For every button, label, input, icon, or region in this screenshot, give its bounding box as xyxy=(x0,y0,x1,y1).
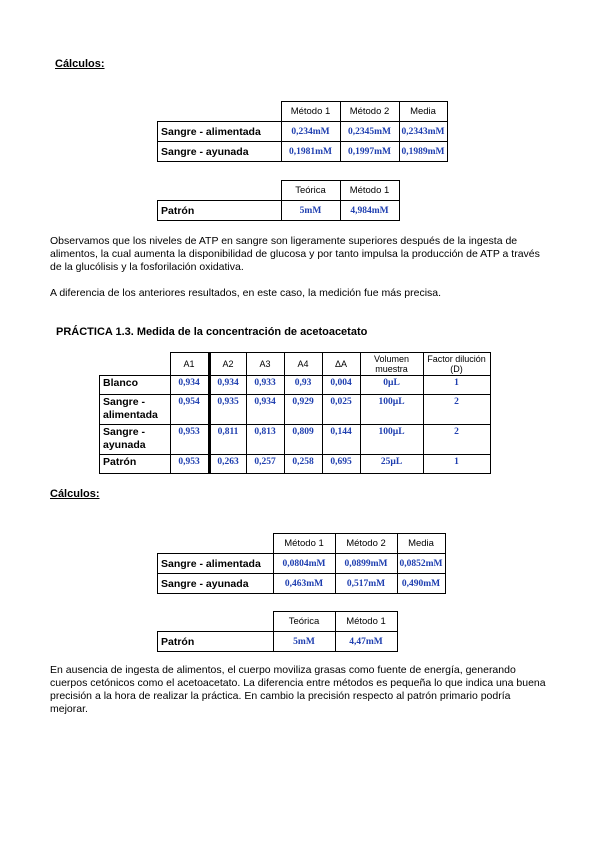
table-row xyxy=(158,122,448,142)
cell-value: 0,0804mM xyxy=(273,554,335,574)
col-header: Factor dilución (D) xyxy=(423,353,490,376)
table-row xyxy=(158,632,398,652)
paragraph-precision: A diferencia de los anteriores resultados, en este caso, la medición fue más precisa. xyxy=(50,287,442,299)
cell-value: 0,463mM xyxy=(273,574,335,594)
cell-value: 0,258 xyxy=(284,455,322,474)
col-header: Teórica xyxy=(281,181,340,201)
cell-value: 1 xyxy=(423,455,490,474)
cell-value: 0,953 xyxy=(170,425,209,455)
col-header: Teórica xyxy=(273,612,335,632)
table-row xyxy=(158,554,446,574)
row-label: Blanco xyxy=(100,376,171,395)
row-label: Sangre - ayunada xyxy=(100,425,171,455)
col-header: Método 1 xyxy=(273,534,335,554)
col-header: A4 xyxy=(284,353,322,376)
cell-value: 5mM xyxy=(273,632,335,652)
cell-value: 0,263 xyxy=(209,455,246,474)
practice-title: PRÁCTICA 1.3. Medida de la concentración de acetoacetato xyxy=(56,326,368,338)
col-header: A3 xyxy=(246,353,284,376)
cell-value: 0,954 xyxy=(170,395,209,425)
atp-results-table xyxy=(157,101,448,162)
acetoacetate-results-table xyxy=(157,533,446,594)
cell-value: 0,1997mM xyxy=(340,142,399,162)
cell-value: 5mM xyxy=(281,201,340,221)
cell-value: 0,2343mM xyxy=(399,122,447,142)
row-label: Patrón xyxy=(100,455,171,474)
cell-value: 25µL xyxy=(360,455,423,474)
cell-value: 0µL xyxy=(360,376,423,395)
table-row xyxy=(158,201,400,221)
cell-value: 2 xyxy=(423,395,490,425)
table-row xyxy=(100,395,491,425)
row-label: Sangre - alimentada xyxy=(100,395,171,425)
cell-value: 0,934 xyxy=(246,395,284,425)
cell-value: 4,984mM xyxy=(340,201,399,221)
paragraph-conclusion: En ausencia de ingesta de alimentos, el cuerpo moviliza grasas como fuente de energía, generando cuerpos cetónicos como el acetoacetato. La diferencia entre métodos es pequeña lo que indica una buena precisión a la hora de realizar la práctica. En cambio la precisión respecto al patrón primario podría mejorar. xyxy=(50,664,546,715)
cell-value: 0,813 xyxy=(246,425,284,455)
cell-value: 0,517mM xyxy=(335,574,397,594)
acetoacetate-table xyxy=(99,352,491,474)
cell-value: 0,933 xyxy=(246,376,284,395)
cell-value: 0,1989mM xyxy=(399,142,447,162)
cell-value: 0,025 xyxy=(322,395,360,425)
cell-value: 0,234mM xyxy=(281,122,340,142)
paragraph-atp: Observamos que los niveles de ATP en sangre son ligeramente superiores después de la ingesta de alimentos, la cual aumenta la disponibilidad de glucosa y por tanto impulsa la producción de ATP a través de la glucólisis y la fosforilación oxidativa. xyxy=(50,235,540,273)
col-header: A1 xyxy=(170,353,209,376)
cell-value: 0,695 xyxy=(322,455,360,474)
cell-value: 0,004 xyxy=(322,376,360,395)
col-header: Volumen muestra xyxy=(360,353,423,376)
acetoacetate-patron-table xyxy=(157,611,398,652)
atp-patron-table xyxy=(157,180,400,221)
col-header: ΔA xyxy=(322,353,360,376)
cell-value: 4,47mM xyxy=(335,632,397,652)
cell-value: 100µL xyxy=(360,425,423,455)
cell-value: 0,1981mM xyxy=(281,142,340,162)
cell-value: 0,929 xyxy=(284,395,322,425)
cell-value: 100µL xyxy=(360,395,423,425)
cell-value: 0,935 xyxy=(209,395,246,425)
cell-value: 0,257 xyxy=(246,455,284,474)
col-header: Método 1 xyxy=(335,612,397,632)
cell-value: 0,2345mM xyxy=(340,122,399,142)
row-label: Sangre - alimentada xyxy=(158,554,274,574)
col-header: Método 1 xyxy=(340,181,399,201)
table-row xyxy=(100,455,491,474)
cell-value: 2 xyxy=(423,425,490,455)
cell-value: 0,93 xyxy=(284,376,322,395)
col-header: Media xyxy=(397,534,445,554)
cell-value: 0,934 xyxy=(209,376,246,395)
calculos-heading-2: Cálculos: xyxy=(50,488,100,500)
cell-value: 1 xyxy=(423,376,490,395)
col-header: Método 2 xyxy=(335,534,397,554)
cell-value: 0,811 xyxy=(209,425,246,455)
row-label: Sangre - ayunada xyxy=(158,574,274,594)
cell-value: 0,0899mM xyxy=(335,554,397,574)
row-label: Patrón xyxy=(158,632,274,652)
cell-value: 0,144 xyxy=(322,425,360,455)
cell-value: 0,953 xyxy=(170,455,209,474)
table-row xyxy=(158,574,446,594)
row-label: Sangre - alimentada xyxy=(158,122,282,142)
cell-value: 0,934 xyxy=(170,376,209,395)
calculos-heading-1: Cálculos: xyxy=(55,58,105,70)
row-label: Patrón xyxy=(158,201,282,221)
table-row xyxy=(100,425,491,455)
table-row xyxy=(100,376,491,395)
cell-value: 0,809 xyxy=(284,425,322,455)
col-header: Media xyxy=(399,102,447,122)
col-header: A2 xyxy=(209,353,246,376)
col-header: Método 2 xyxy=(340,102,399,122)
cell-value: 0,490mM xyxy=(397,574,445,594)
col-header: Método 1 xyxy=(281,102,340,122)
cell-value: 0,0852mM xyxy=(397,554,445,574)
row-label: Sangre - ayunada xyxy=(158,142,282,162)
table-row xyxy=(158,142,448,162)
